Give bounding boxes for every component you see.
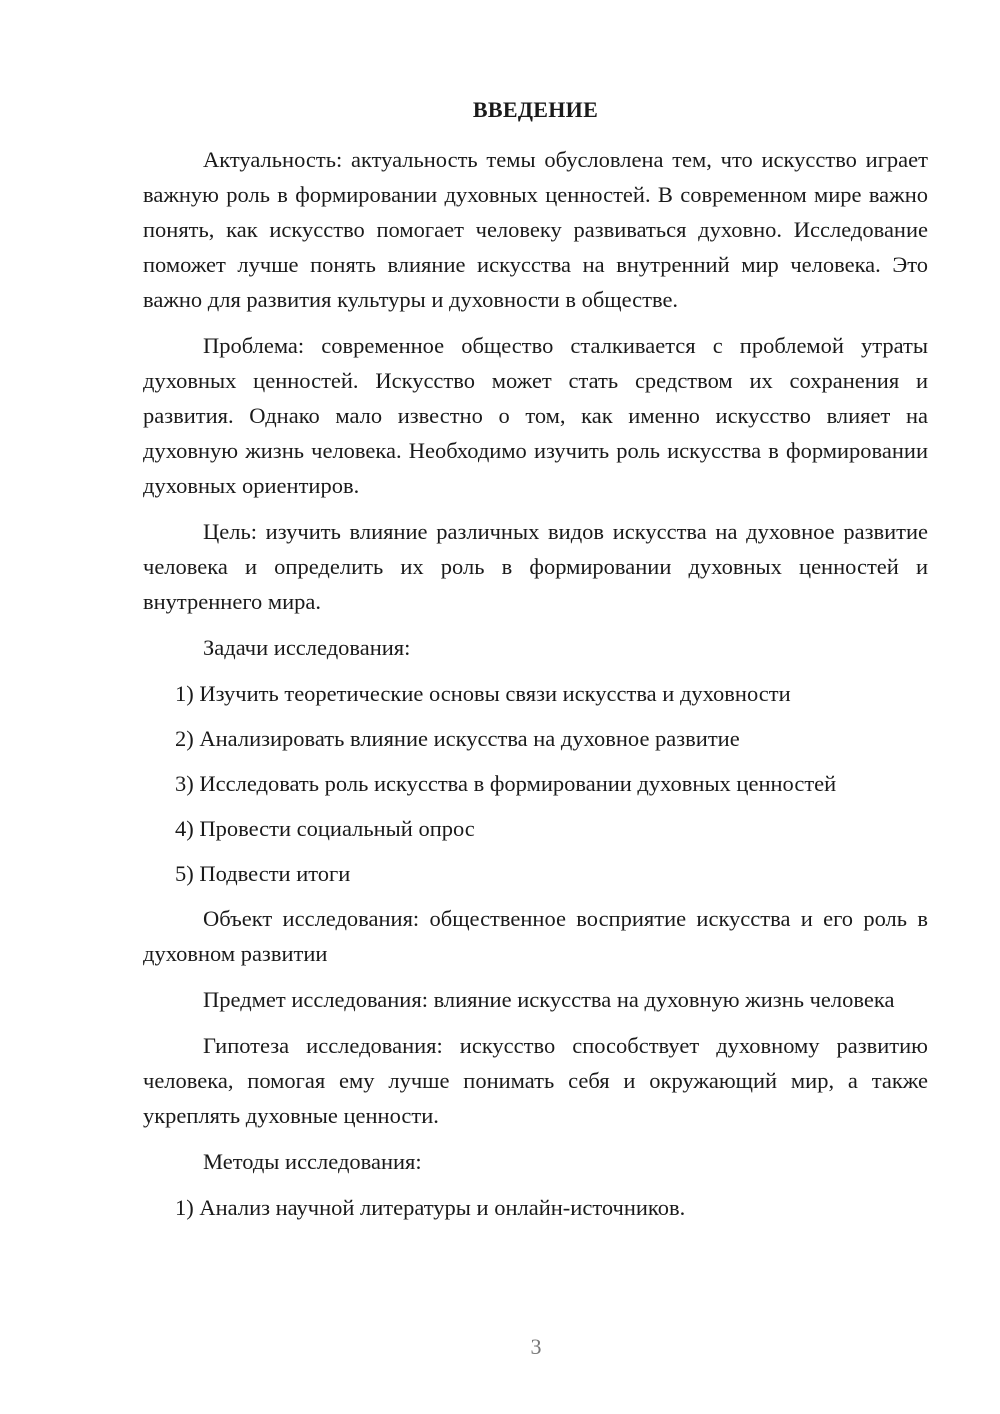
method-item-1: 1) Анализ научной литературы и онлайн-источников. <box>175 1195 686 1220</box>
tasks-label: Задачи исследования: <box>203 635 411 660</box>
subject-paragraph: Предмет исследования: влияние искусства на духовную жизнь человека <box>203 987 895 1012</box>
section-title: ВВЕДЕНИЕ <box>472 97 599 122</box>
task-item-1: 1) Изучить теоретические основы связи искусства и духовности <box>175 681 791 706</box>
task-item-4: 4) Провести социальный опрос <box>175 816 475 841</box>
methods-label: Методы исследования: <box>203 1149 422 1174</box>
document-page <box>143 96 928 1235</box>
task-item-5: 5) Подвести итоги <box>175 861 351 886</box>
task-item-3: 3) Исследовать роль искусства в формировании духовных ценностей <box>175 771 837 796</box>
object-paragraph: Объект исследования: общественное восприятие искусства и его роль в духовном развитии <box>143 906 928 966</box>
problem-paragraph: Проблема: современное общество сталкивается с проблемой утраты духовных ценностей. Искусство может стать средством их сохранения и развития. Однако мало известно о том, как именно искусство влияет на духовную жизнь человека. Необходимо изучить роль искусства в формировании духовных ориентиров. <box>143 333 928 498</box>
relevance-paragraph: Актуальность: актуальность темы обусловлена тем, что искусство играет важную роль в формировании духовных ценностей. В современном мире важно понять, как искусство помогает человеку развиваться духовно. Исследование поможет лучше понять влияние искусства на внутренний мир человека. Это важно для развития культуры и духовности в обществе. <box>143 147 928 312</box>
hypothesis-paragraph: Гипотеза исследования: искусство способствует духовному развитию человека, помогая ему лучше понимать себя и окружающий мир, а также укреплять духовные ценности. <box>143 1033 928 1128</box>
page-number: 3 <box>530 1334 542 1359</box>
goal-paragraph: Цель: изучить влияние различных видов искусства на духовное развитие человека и определить их роль в формировании духовных ценностей и внутреннего мира. <box>143 519 928 614</box>
task-item-2: 2) Анализировать влияние искусства на духовное развитие <box>175 726 740 751</box>
tasks-list <box>143 676 928 891</box>
methods-list <box>143 1190 928 1225</box>
